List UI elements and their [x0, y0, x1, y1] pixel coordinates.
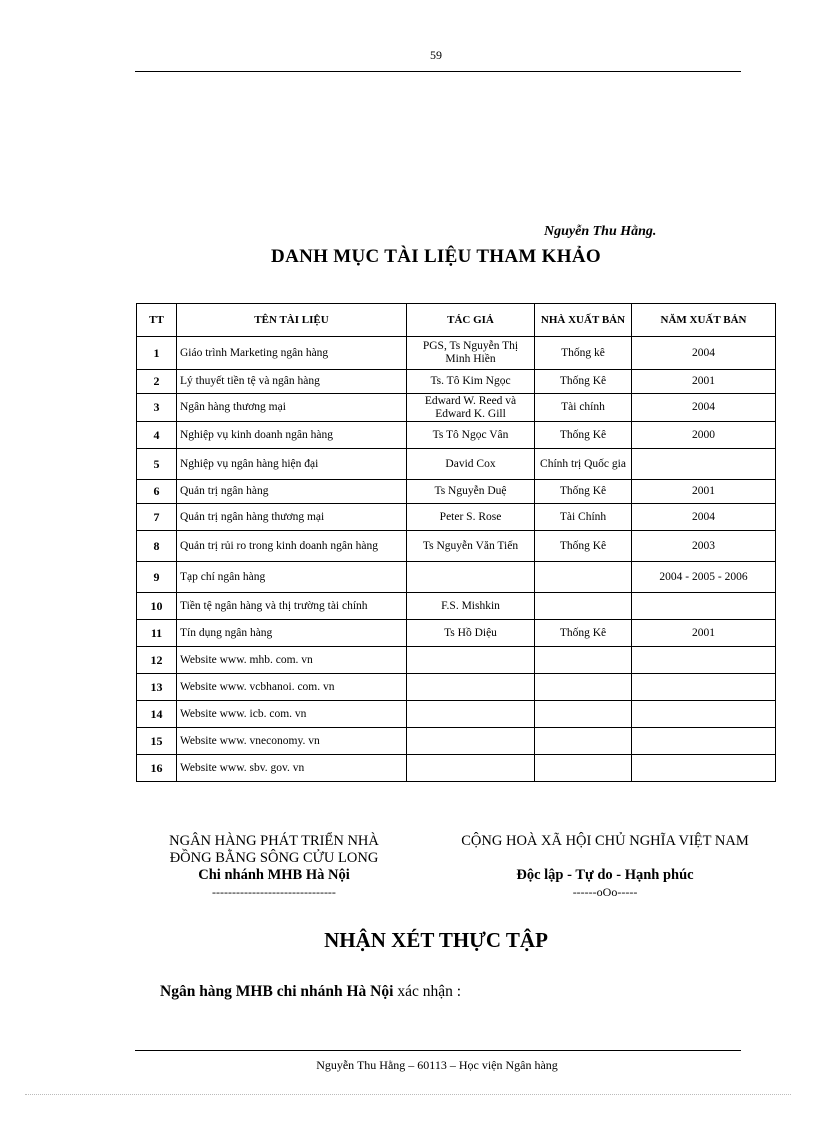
- document-publisher: [535, 562, 632, 593]
- publication-year: 2004 - 2005 - 2006: [632, 562, 776, 593]
- row-number: 2: [137, 370, 177, 394]
- document-publisher: [535, 647, 632, 674]
- document-author: Ts Nguyễn Văn Tiến: [407, 531, 535, 562]
- publication-year: 2001: [632, 620, 776, 647]
- page-number: 59: [430, 48, 442, 62]
- document-author: PGS, Ts Nguyễn Thị Minh Hiền: [407, 337, 535, 370]
- document-publisher: Tài chính: [535, 394, 632, 422]
- footer-rule: [135, 1050, 741, 1051]
- document-author: David Cox: [407, 449, 535, 480]
- publication-year: [632, 593, 776, 620]
- row-number: 6: [137, 480, 177, 504]
- header-tt: TT: [137, 304, 177, 337]
- table-row: [137, 370, 776, 394]
- document-publisher: Thống Kê: [535, 620, 632, 647]
- header-publisher: NHÀ XUẤT BẢN: [535, 304, 632, 337]
- document-publisher: Thống Kê: [535, 370, 632, 394]
- document-publisher: [535, 674, 632, 701]
- document-title: Tiền tệ ngân hàng và thị trường tài chính: [177, 593, 407, 620]
- document-author: Ts Nguyễn Duệ: [407, 480, 535, 504]
- row-number: 5: [137, 449, 177, 480]
- document-author: [407, 647, 535, 674]
- header-year: NĂM XUẤT BẢN: [632, 304, 776, 337]
- row-number: 1: [137, 337, 177, 370]
- document-title: Quản trị ngân hàng thương mại: [177, 504, 407, 531]
- document-publisher: Thống Kê: [535, 422, 632, 449]
- document-author: [407, 562, 535, 593]
- branch-name: Chi nhánh MHB Hà Nội: [198, 867, 350, 883]
- document-publisher: Thống Kê: [535, 531, 632, 562]
- document-title: Website www. vcbhanoi. com. vn: [177, 674, 407, 701]
- bank-name-line2: ĐỒNG BẰNG SÔNG CỬU LONG: [169, 850, 379, 866]
- document-title: Website www. sbv. gov. vn: [177, 755, 407, 782]
- motto: Độc lập - Tự do - Hạnh phúc: [516, 867, 694, 883]
- publication-year: [632, 674, 776, 701]
- header-name: TÊN TÀI LIỆU: [177, 304, 407, 337]
- document-author: F.S. Mishkin: [407, 593, 535, 620]
- bank-divider: -------------------------------: [212, 885, 336, 899]
- document-title: Nghiệp vụ kinh doanh ngân hàng: [177, 422, 407, 449]
- document-author: Edward W. Reed và Edward K. Gill: [407, 394, 535, 422]
- document-title: Quản trị rủi ro trong kinh doanh ngân hàng: [177, 531, 407, 562]
- section-title: NHẬN XÉT THỰC TẬP: [324, 928, 548, 952]
- document-title: Ngân hàng thương mại: [177, 394, 407, 422]
- document-title: Website www. mhb. com. vn: [177, 647, 407, 674]
- publication-year: 2001: [632, 370, 776, 394]
- publication-year: [632, 728, 776, 755]
- document-author: Peter S. Rose: [407, 504, 535, 531]
- document-title: Website www. vneconomy. vn: [177, 728, 407, 755]
- publication-year: [632, 755, 776, 782]
- header-rule: [135, 71, 741, 72]
- row-number: 8: [137, 531, 177, 562]
- bank-name-line1: NGÂN HÀNG PHÁT TRIỂN NHÀ: [169, 833, 379, 849]
- document-author: [407, 755, 535, 782]
- publication-year: 2004: [632, 394, 776, 422]
- row-number: 9: [137, 562, 177, 593]
- table-row: [137, 755, 776, 782]
- row-number: 15: [137, 728, 177, 755]
- page-edge: [25, 1094, 791, 1095]
- document-publisher: [535, 755, 632, 782]
- document-publisher: Chính trị Quốc gia: [535, 449, 632, 480]
- row-number: 7: [137, 504, 177, 531]
- document-author: Ts Hồ Diệu: [407, 620, 535, 647]
- table-row: [137, 593, 776, 620]
- bank-header: [134, 833, 414, 900]
- country-name: CỘNG HOÀ XÃ HỘI CHỦ NGHĨA VIỆT NAM: [461, 833, 749, 849]
- publication-year: 2001: [632, 480, 776, 504]
- document-publisher: Thống Kê: [535, 480, 632, 504]
- confirm-text: xác nhận :: [393, 983, 462, 1000]
- document-title: Tín dụng ngân hàng: [177, 620, 407, 647]
- table-row: [137, 449, 776, 480]
- confirm-bank: Ngân hàng MHB chi nhánh Hà Nội: [160, 983, 394, 1000]
- table-row: [137, 647, 776, 674]
- document-title: Tạp chí ngân hàng: [177, 562, 407, 593]
- row-number: 10: [137, 593, 177, 620]
- row-number: 16: [137, 755, 177, 782]
- publication-year: [632, 647, 776, 674]
- row-number: 11: [137, 620, 177, 647]
- row-number: 12: [137, 647, 177, 674]
- table-row: [137, 562, 776, 593]
- table-header-row: [137, 304, 776, 337]
- publication-year: 2000: [632, 422, 776, 449]
- table-row: [137, 674, 776, 701]
- document-publisher: Tài Chính: [535, 504, 632, 531]
- publication-year: 2004: [632, 504, 776, 531]
- document-author: Ts. Tô Kim Ngọc: [407, 370, 535, 394]
- publication-year: 2003: [632, 531, 776, 562]
- table-row: [137, 422, 776, 449]
- document-author: Ts Tô Ngọc Vân: [407, 422, 535, 449]
- table-row: [137, 620, 776, 647]
- row-number: 4: [137, 422, 177, 449]
- document-author: [407, 728, 535, 755]
- table-row: [137, 531, 776, 562]
- page-footer: Nguyễn Thu Hằng – 60113 – Học viện Ngân hàng: [316, 1058, 558, 1072]
- row-number: 3: [137, 394, 177, 422]
- document-publisher: Thống kê: [535, 337, 632, 370]
- publication-year: [632, 449, 776, 480]
- document-author: [407, 674, 535, 701]
- table-row: [137, 504, 776, 531]
- national-motto: [430, 833, 780, 900]
- motto-divider: ------oOo-----: [572, 885, 638, 899]
- publication-year: [632, 701, 776, 728]
- page-title: DANH MỤC TÀI LIỆU THAM KHẢO: [271, 246, 601, 267]
- row-number: 14: [137, 701, 177, 728]
- table-row: [137, 728, 776, 755]
- document-title: Giáo trình Marketing ngân hàng: [177, 337, 407, 370]
- table-row: [137, 480, 776, 504]
- document-title: Website www. icb. com. vn: [177, 701, 407, 728]
- table-row: [137, 394, 776, 422]
- row-number: 13: [137, 674, 177, 701]
- header-author: TÁC GIẢ: [407, 304, 535, 337]
- document-publisher: [535, 701, 632, 728]
- publication-year: 2004: [632, 337, 776, 370]
- table-row: [137, 337, 776, 370]
- document-publisher: [535, 593, 632, 620]
- document-author: [407, 701, 535, 728]
- author-signature: Nguyễn Thu Hằng.: [544, 224, 657, 239]
- document-title: Quản trị ngân hàng: [177, 480, 407, 504]
- references-table: [136, 303, 776, 782]
- confirmation-line: [160, 983, 461, 1001]
- document-publisher: [535, 728, 632, 755]
- table-row: [137, 701, 776, 728]
- document-title: Lý thuyết tiền tệ và ngân hàng: [177, 370, 407, 394]
- document-title: Nghiệp vụ ngân hàng hiện đại: [177, 449, 407, 480]
